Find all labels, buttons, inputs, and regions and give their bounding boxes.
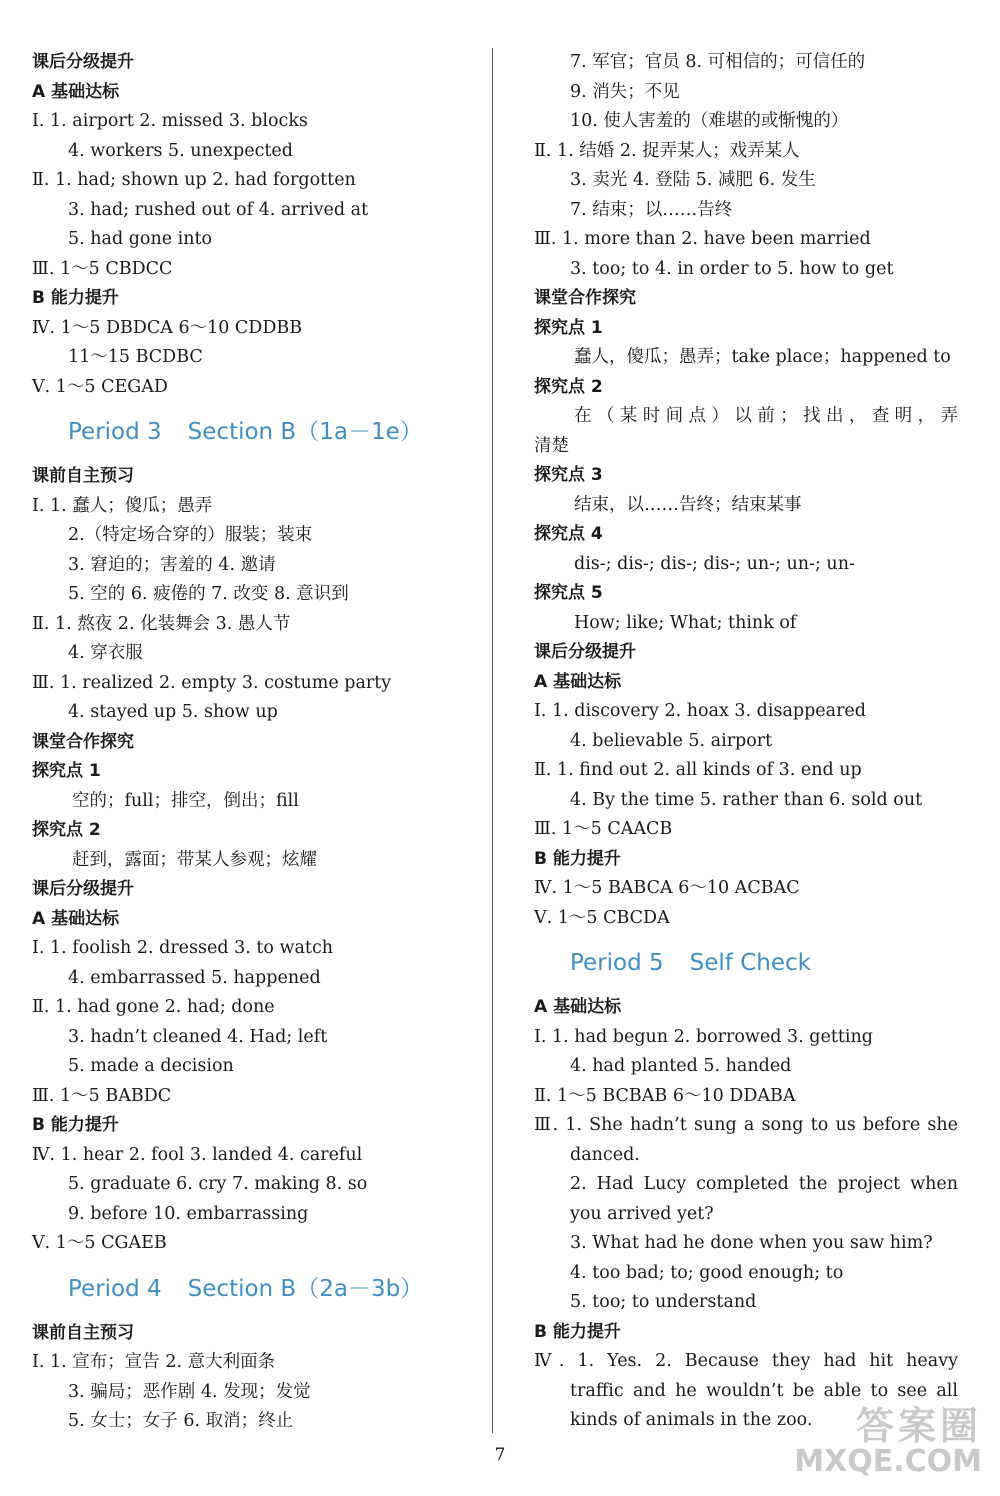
answer-line: dis-; dis-; dis-; dis-; un-; un-; un- [574, 553, 855, 574]
watermark-logo [794, 1404, 982, 1480]
answer-line: 9. 消失；不见 [570, 81, 680, 102]
answer-line: 7. 结束；以……告终 [570, 199, 733, 220]
answer-line: 4. embarrassed 5. happened [68, 967, 321, 988]
answer-line: 3. 卖光 4. 登陆 5. 减肥 6. 发生 [570, 170, 816, 190]
answer-line: Ⅱ. 1. 结婚 2. 捉弄某人；戏弄某人 [534, 140, 800, 161]
watermark-url: MXQE.COM [794, 1444, 982, 1479]
answer-line: 4. believable 5. airport [570, 730, 773, 751]
section-heading: B 能力提升 [32, 288, 119, 308]
section-heading: B 能力提升 [534, 1321, 621, 1342]
answer-line: Ⅱ. 1～5 BCBAB 6～10 DDABA [534, 1085, 796, 1106]
section-heading: 课后分级提升 [32, 52, 134, 72]
section-heading: B 能力提升 [534, 848, 621, 869]
answer-line: 4. stayed up 5. show up [68, 702, 278, 722]
answer-line: 4. had planted 5. handed [570, 1056, 792, 1076]
section-heading: 探究点 4 [534, 524, 603, 544]
answer-line: Ⅲ. 1. more than 2. have been married [534, 229, 871, 249]
answer-line: Ⅰ. 1. had begun 2. borrowed 3. getting [534, 1026, 873, 1047]
answer-line: kinds of animals in the zoo. [570, 1410, 813, 1430]
answer-line: 5. 空的 6. 疲倦的 7. 改变 8. 意识到 [68, 584, 349, 604]
answer-line: 空的；full；排空，倒出；fill [72, 790, 299, 811]
answer-line: 蠢人，傻瓜；愚弄；take place；happened to [574, 347, 951, 367]
answer-line: Ⅴ. 1～5 CGAEB [32, 1233, 167, 1253]
answer-line: 11～15 BCDBC [68, 347, 203, 367]
answer-line: Ⅲ. 1～5 CBDCC [32, 258, 173, 279]
period-label: Period 5 [570, 950, 664, 976]
answer-line: Ⅱ. 1. find out 2. all kinds of 3. end up [534, 760, 862, 780]
answer-line: Ⅰ. 1. 宣布；宣告 2. 意大利面条 [32, 1352, 276, 1372]
answer-line: Ⅴ. 1～5 CEGAD [32, 376, 168, 397]
section-heading: 课前自主预习 [32, 466, 134, 486]
section-heading: 探究点 1 [32, 761, 101, 781]
section-heading: 课堂合作探究 [534, 288, 636, 308]
answer-line: Ⅲ. 1. realized 2. empty 3. costume party [32, 672, 392, 693]
answer-line: 3. 窘迫的；害羞的 4. 邀请 [68, 554, 276, 575]
answer-line: 4. too bad; to; good enough; to [570, 1262, 844, 1283]
answer-line: 4. 穿衣服 [68, 643, 143, 663]
answer-line: you arrived yet? [570, 1203, 714, 1224]
answer-line: 3. 骗局；恶作剧 4. 发现；发觉 [68, 1381, 311, 1402]
section-heading: 课前自主预习 [32, 1322, 134, 1343]
section-heading: 课堂合作探究 [32, 731, 134, 752]
answer-line: traffic and he wouldn’t be able to see all [570, 1380, 958, 1401]
section-label: Section B（2a－3b） [187, 1275, 424, 1302]
answer-line: Ⅰ. 1. 蠢人；傻瓜；愚弄 [32, 495, 213, 516]
answer-line: Ⅳ. 1. Yes. 2. Because they had hit heavy [534, 1351, 958, 1371]
answer-line: 5. too; to understand [570, 1292, 757, 1312]
answer-line: Ⅰ. 1. discovery 2. hoax 3. disappeared [534, 701, 866, 721]
answer-line: 清楚 [534, 435, 569, 456]
period-label: Period 4 [68, 1275, 162, 1302]
answer-line: Ⅳ. 1～5 DBDCA 6～10 CDDBB [32, 317, 303, 338]
answer-line: Ⅱ. 1. 熬夜 2. 化装舞会 3. 愚人节 [32, 613, 291, 634]
answer-line: Ⅲ. 1～5 BABDC [32, 1085, 172, 1106]
answer-line: 5. graduate 6. cry 7. making 8. so [68, 1174, 368, 1194]
section-title [32, 402, 472, 462]
right-answer-column [534, 48, 958, 1436]
section-label: Self Check [689, 950, 811, 976]
section-heading: 课后分级提升 [32, 879, 134, 899]
answer-line: 5. made a decision [68, 1056, 234, 1076]
answer-line: 赶到，露面；带某人参观；炫耀 [72, 849, 317, 870]
section-heading: A 基础达标 [534, 997, 622, 1017]
period-label: Period 3 [68, 419, 162, 445]
answer-line: 3. hadn’t cleaned 4. Had; left [68, 1026, 328, 1047]
answer-line: Ⅳ. 1～5 BABCA 6～10 ACBAC [534, 878, 800, 898]
section-label: Section B（1a－1e） [187, 419, 423, 445]
answer-line: 2. Had Lucy completed the project when [570, 1174, 958, 1194]
answer-line: Ⅲ. 1. She hadn’t sung a song to us before she [534, 1115, 958, 1135]
answer-line: 3. What had he done when you saw him? [570, 1233, 933, 1253]
answer-line: 3. too; to 4. in order to 5. how to get [570, 258, 894, 279]
answer-line: 4. workers 5. unexpected [68, 140, 293, 161]
page-number: 7 [494, 1445, 506, 1465]
answer-line: 3. had; rushed out of 4. arrived at [68, 199, 369, 220]
column-divider [492, 48, 493, 1433]
answer-line: Ⅲ. 1～5 CAACB [534, 819, 673, 839]
section-title [32, 1259, 472, 1319]
answer-line: 4. By the time 5. rather than 6. sold out [570, 789, 923, 810]
section-heading: A 基础达标 [32, 81, 120, 102]
section-heading: 探究点 5 [534, 583, 603, 603]
section-heading: B 能力提升 [32, 1115, 119, 1135]
section-heading: 课后分级提升 [534, 642, 636, 662]
section-heading: 探究点 2 [534, 376, 603, 397]
section-heading: 探究点 2 [32, 820, 101, 840]
answer-line: Ⅱ. 1. had; shown up 2. had forgotten [32, 170, 356, 190]
answer-line: Ⅴ. 1～5 CBCDA [534, 907, 670, 928]
answer-line: 9. before 10. embarrassing [68, 1203, 309, 1224]
answer-line: Ⅰ. 1. airport 2. missed 3. blocks [32, 111, 308, 131]
section-heading: A 基础达标 [32, 908, 120, 929]
answer-line: 在（某时间点）以前；找出，查明，弄 [574, 406, 958, 426]
watermark-text: 答案圈 [855, 1404, 982, 1448]
answer-line: 5. 女士；女子 6. 取消；终止 [68, 1411, 294, 1431]
section-title [534, 933, 958, 993]
answer-line: 结束，以……告终；结束某事 [574, 494, 802, 515]
answer-line: danced. [570, 1144, 640, 1165]
answer-line: 5. had gone into [68, 229, 213, 249]
answer-line: Ⅰ. 1. foolish 2. dressed 3. to watch [32, 938, 334, 958]
answer-line: 2.（特定场合穿的）服装；装束 [68, 525, 313, 545]
answer-line: Ⅱ. 1. had gone 2. had; done [32, 997, 275, 1017]
section-heading: 探究点 3 [534, 465, 603, 485]
section-heading: A 基础达标 [534, 671, 622, 692]
answer-line: 10. 使人害羞的（难堪的或惭愧的） [570, 111, 849, 131]
section-heading: 探究点 1 [534, 317, 603, 338]
answer-line: Ⅳ. 1. hear 2. fool 3. landed 4. careful [32, 1144, 363, 1165]
answer-line: How; like; What; think of [574, 612, 797, 633]
left-answer-column [32, 48, 472, 1437]
answer-line: 7. 军官；官员 8. 可相信的；可信任的 [570, 52, 866, 72]
